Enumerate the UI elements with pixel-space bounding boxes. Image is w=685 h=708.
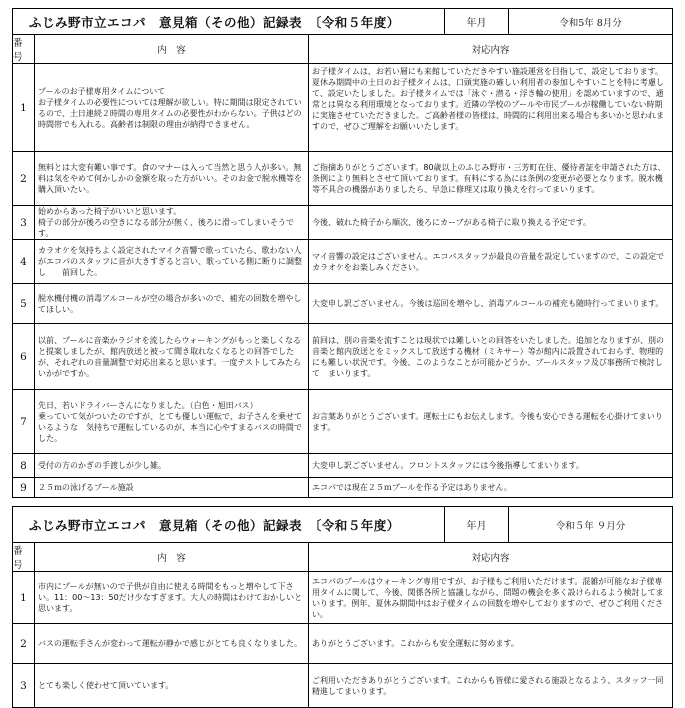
header-content: 内 容 — [35, 35, 309, 64]
table-row — [13, 240, 673, 284]
record-table-august — [12, 8, 673, 498]
table-row — [13, 572, 673, 624]
title-row — [13, 9, 673, 35]
sheet-title: ふじみ野市立エコパ 意見箱（その他）記録表 〔令和５年度） — [13, 9, 445, 35]
table-row — [13, 152, 673, 206]
row-content: 始めからあった椅子がいいと思います。 椅子の部分が後ろの空きになる部分が無く、後ろに滑ってしまいそうです。 — [35, 206, 309, 240]
header-number: 番号 — [13, 543, 35, 572]
record-sheet-august — [12, 8, 672, 498]
row-number: 5 — [13, 284, 35, 324]
row-number: 1 — [13, 572, 35, 624]
header-response: 対応内容 — [309, 35, 673, 64]
table-row — [13, 206, 673, 240]
row-content: バスの運転手さんが変わって運転が静かで感じがとても良くなりました。 — [35, 624, 309, 664]
row-number: 3 — [13, 206, 35, 240]
table-row — [13, 478, 673, 498]
row-number: 3 — [13, 664, 35, 708]
row-content: 先日、若いドライバーさんになりました。（白色・旭田バス） 乗っていて気がついたのですが、とても優しい運転で、お子さんを乗せているような 気持ちで運転しているのが、本当に心やすまるバスの時間でした。 — [35, 390, 309, 454]
row-response: ご利用いただきありがとうございます。これからも皆様に愛される施設となるよう、スタッフ一同 精進してまいります。 — [309, 664, 673, 708]
month-label: 年月 — [445, 9, 509, 35]
row-content: 無料とは大変有難い事です。食のマナーは入って当然と思う人が多い。無料は気をやめて何かしかの金額を取った方がいい。そのお金で脱水機等を 購入頂いたい。 — [35, 152, 309, 206]
row-number: 9 — [13, 478, 35, 498]
title-row — [13, 507, 673, 543]
row-number: 1 — [13, 64, 35, 152]
row-response: エコパでは現在２５ｍプールを作る予定はありません。 — [309, 478, 673, 498]
record-table-september — [12, 506, 673, 708]
table-row — [13, 324, 673, 390]
table-row — [13, 284, 673, 324]
month-value: 令和５年 ９月分 — [509, 507, 673, 543]
row-response: エコパのプールはウォーキング専用ですが、お子様もご利用いただけます。混雑が可能なお子様専用タイムに関して、今後、関係各所と協議しながら、問題の機会を多く設けられるよう検討してまいります。例年、夏休み期間中はお子様タイムの回数を増やしておりますので、ぜひご利用ください。 — [309, 572, 673, 624]
row-content: ２５ｍの泳げるプール施設 — [35, 478, 309, 498]
row-response: 今後、破れた椅子から順次、後ろにカーブがある椅子に取り換える予定です。 — [309, 206, 673, 240]
row-number: 2 — [13, 152, 35, 206]
row-number: 7 — [13, 390, 35, 454]
row-content: 市内にプールが無いので子供が自由に使える時間をもっと増やして下さい。11：00～13：50だけ少なすぎます。大人の時間はわけておかしいと思います。 — [35, 572, 309, 624]
row-content: 脱水機付機の消毒アルコールが空の場合が多いので、補充の回数を増やしてほしい。 — [35, 284, 309, 324]
row-response: ご指摘ありがとうございます。80歳以上のふじみ野市・三芳町在住、優待者証を申請された方は、条例により無料とさせて頂いております。有料にする為には条例の変更が必要となります。脱水機等不具合の機器がありましたら、早急に修理又は取り換えを行ってまいります。 — [309, 152, 673, 206]
header-row — [13, 543, 673, 572]
row-content: カラオケを気持ちよく設定されたマイク音響で歌っていたら、歌わない人がエコパのスタッフに音が大きすぎると言い、歌っている側に断りに調整し 前回した。 — [35, 240, 309, 284]
table-row — [13, 390, 673, 454]
row-number: 4 — [13, 240, 35, 284]
row-content: プールのお子様専用タイムについて お子様タイムの必要性については理解が欲しい。特に期間は限定されているので、土日連続２時間の専用タイムの必要性がわからない。子供はどの時間帯でも入れる。高齢者は制限の理由が納得できません。 — [35, 64, 309, 152]
table-row — [13, 664, 673, 708]
row-content: 受付の方のかぎの手渡しが少し雑。 — [35, 454, 309, 478]
header-content: 内 容 — [35, 543, 309, 572]
row-response: 前回は、別の音楽を流すことは現状では難しいとの回答をいたしました。追加となりますが、別の音楽と館内放送とをミックスして放送する機材（ミキサー）等が館内に設置されておらず、物理的にも難しい状況です。今後、このようなことが可能かどうか、プールスタッフ及び事務所で検討して まいります。 — [309, 324, 673, 390]
table-row — [13, 64, 673, 152]
row-number: 6 — [13, 324, 35, 390]
header-row — [13, 35, 673, 64]
row-content: 以前、プールに音楽かラジオを流したらウォーキングがもっと楽しくなると提案しましたが、館内放送と被って聞き取れなくなるとの回答でしたが、それぞれの音量調整で対応出来ると思います。一度テストしてみたらいかがですか。 — [35, 324, 309, 390]
row-number: 2 — [13, 624, 35, 664]
row-response: 大変申し訳ございません。今後は巡回を増やし、消毒アルコールの補充も随時行ってまいります。 — [309, 284, 673, 324]
row-response: マイ音響の設定はございません。エコパスタッフが最良の音量を設定していますので、この設定で カラオケをお楽しみください。 — [309, 240, 673, 284]
table-row — [13, 454, 673, 478]
row-response: お言葉ありがとうございます。運転士にもお伝えします。今後も安心できる運転を心掛けてまいります。 — [309, 390, 673, 454]
sheet-title: ふじみ野市立エコパ 意見箱（その他）記録表 〔令和５年度） — [13, 507, 445, 543]
row-response: お子様タイムは、お若い層にも来館していただきやすい施設運営を目指して、設定しております。 夏休み期間中の土日のお子様タイムは、口頭実施の確しい利用者の参加しやすいことを特に考慮して、設定いたしました。お子様タイムでは「泳ぐ・潜る・浮き輪の使用」を認めていますので、通常とは異なる利用環境となっております。近隣の学校のプールや市民プールが稼働していない時期に実施させていただきました。ご高齢者様の皆様は、時間的に利用出来る場合も多いかと思われますので、ぜひご理解をお願いいたします。 — [309, 64, 673, 152]
row-response: ありがとうございます。これからも安全運転に努めます。 — [309, 624, 673, 664]
row-content: とても楽しく使わせて頂いています。 — [35, 664, 309, 708]
row-response: 大変申し訳ございません。フロントスタッフには今後指導してまいります。 — [309, 454, 673, 478]
month-value: 令和5年 8月分 — [509, 9, 673, 35]
row-number: 8 — [13, 454, 35, 478]
month-label: 年月 — [445, 507, 509, 543]
record-sheet-september — [12, 506, 672, 708]
header-number: 番号 — [13, 35, 35, 64]
table-row — [13, 624, 673, 664]
header-response: 対応内容 — [309, 543, 673, 572]
